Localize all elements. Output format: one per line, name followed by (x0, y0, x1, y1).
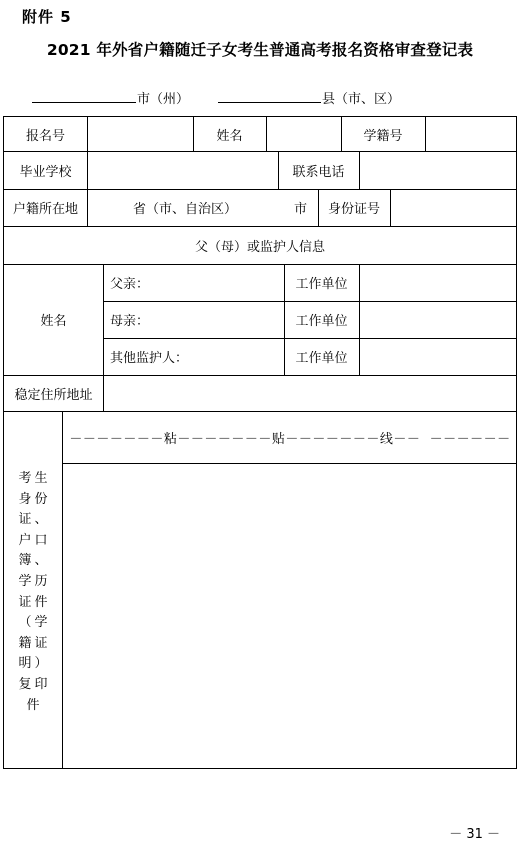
city-label: 市（州） (137, 92, 190, 107)
reg-no-label: 报名号 (25, 128, 65, 144)
other-work-unit-field[interactable] (359, 338, 516, 375)
province-label: 省（市、自治区） (132, 202, 237, 217)
city-unit-label: 市 (293, 202, 307, 217)
documents-label: 考生 身份 证、 户口 簿、 学历 证件 （学 籍证 明） 复印 件 (18, 471, 51, 713)
mother-work-unit-label: 工作单位 (295, 314, 348, 329)
student-no-label: 学籍号 (363, 128, 403, 144)
name-label: 姓名 (216, 128, 243, 144)
other-work-unit-label: 工作单位 (295, 351, 348, 366)
father-work-unit-label: 工作单位 (295, 277, 348, 292)
phone-label: 联系电话 (292, 164, 345, 180)
mother-field[interactable]: 母亲： (110, 314, 150, 329)
attachment-label: 附件 5 (22, 8, 72, 26)
father-field[interactable]: 父亲： (110, 277, 150, 292)
address-label: 稳定住所地址 (14, 387, 93, 403)
phone-field[interactable] (359, 151, 516, 189)
school-label: 毕业学校 (19, 164, 72, 180)
guardian-name-label: 姓名 (40, 314, 67, 329)
registration-form (3, 116, 517, 769)
reg-no-field[interactable] (87, 117, 193, 151)
address-field[interactable] (103, 375, 516, 411)
guardian-section-header: 父（母）或监护人信息 (194, 239, 325, 255)
name-field[interactable] (266, 117, 341, 151)
student-no-field[interactable] (425, 117, 516, 151)
county-blank (218, 102, 321, 103)
paste-line: －－－－－－－粘－－－－－－－贴－－－－－－－线－－ －－－－－－ (69, 432, 511, 447)
household-label: 户籍所在地 (12, 202, 78, 217)
form-title: 2021 年外省户籍随迁子女考生普通高考报名资格审查登记表 (46, 41, 474, 59)
other-guardian-field[interactable]: 其他监护人： (110, 351, 189, 366)
mother-work-unit-field[interactable] (359, 301, 516, 338)
row-divider (4, 411, 516, 412)
school-field[interactable] (87, 151, 278, 189)
county-label: 县（市、区） (322, 92, 401, 107)
page-number: － 31 － (449, 827, 500, 842)
father-work-unit-field[interactable] (359, 264, 516, 301)
id-no-field[interactable] (390, 189, 516, 226)
city-blank (32, 102, 136, 103)
id-no-label: 身份证号 (327, 202, 380, 217)
document-paste-area[interactable] (62, 464, 516, 768)
